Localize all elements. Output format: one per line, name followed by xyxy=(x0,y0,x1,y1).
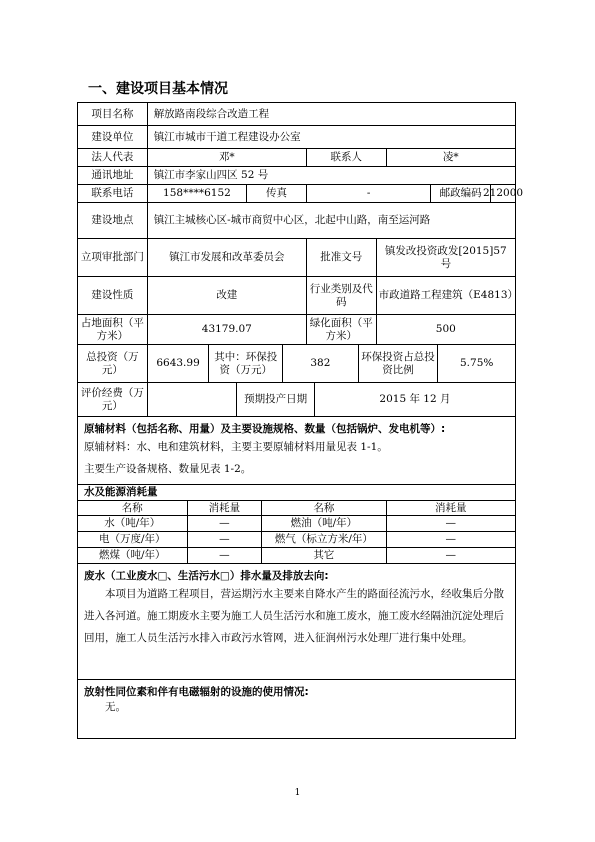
ratio-value: 5.75% xyxy=(460,357,494,369)
table-row xyxy=(78,383,515,417)
nature-value: 改建 xyxy=(148,277,307,314)
table-row xyxy=(78,516,515,532)
address-label: 通讯地址 xyxy=(78,167,148,184)
eval-fee-label: 评价经费（万元） xyxy=(78,383,148,416)
wastewater-text: 本项目为道路工程项目，营运期污水主要来自降水产生的路面径流污水，经收集后分散进入各河道。施工期废水主要为施工人员生活污水和施工废水，施工废水经隔油沉淀处理后回用，施工人员生活污水排入市政污水管网，进入征润州污水处理厂进行集中处理。 xyxy=(84,588,504,644)
materials-line-2: 主要生产设备规格、数量见表 1-2。 xyxy=(84,463,252,475)
energy-col-name: 名称 xyxy=(78,501,188,515)
energy-name: 水（吨/年） xyxy=(78,516,188,531)
fax-label: 传真 xyxy=(247,185,307,202)
project-name-label: 项目名称 xyxy=(78,103,148,125)
green-value: 500 xyxy=(435,323,456,335)
energy-col-name-2: 名称 xyxy=(262,501,386,515)
energy-amount: — xyxy=(188,532,263,547)
phone-label: 联系电话 xyxy=(78,185,148,202)
table-row xyxy=(78,315,515,345)
energy-col-amount-2: 消耗量 xyxy=(435,501,467,514)
legal-rep-label: 法人代表 xyxy=(78,149,148,166)
table-row xyxy=(78,277,519,315)
energy-name: 其它 xyxy=(262,548,386,563)
investment-label: 总投资（万元） xyxy=(78,345,148,382)
energy-amount: — xyxy=(445,549,457,561)
postcode-label: 邮政编码 xyxy=(431,185,491,202)
table-row xyxy=(78,345,515,383)
energy-title: 水及能源消耗量 xyxy=(84,486,158,498)
radiation-text: 无。 xyxy=(105,701,126,713)
energy-name: 燃气（标立方米/年） xyxy=(262,532,386,547)
fax-value: - xyxy=(307,185,431,202)
investment-value: 6643.99 xyxy=(148,345,210,382)
postcode-value: 212000 xyxy=(482,187,524,199)
green-label: 绿化面积（平方米） xyxy=(307,315,377,344)
project-info-table xyxy=(77,102,524,739)
contact-label: 联系人 xyxy=(307,149,387,166)
table-row xyxy=(78,203,515,239)
industry-value: 市政道路工程建筑（E4813） xyxy=(378,289,519,301)
energy-title-row xyxy=(78,485,515,501)
location-label: 建设地点 xyxy=(78,203,148,238)
wastewater-section xyxy=(78,564,515,680)
ratio-label: 环保投资占总投资比例 xyxy=(359,345,439,382)
legal-rep-value: 邓* xyxy=(148,149,307,166)
approval-doc-label: 批准文号 xyxy=(307,239,377,276)
area-label: 占地面积（平方米） xyxy=(78,315,148,344)
energy-col-amount: 消耗量 xyxy=(188,501,263,515)
energy-amount: — xyxy=(188,548,263,563)
table-row xyxy=(78,103,515,126)
energy-name: 燃煤（吨/年） xyxy=(78,548,188,563)
energy-amount: — xyxy=(445,517,457,529)
energy-header-row xyxy=(78,501,515,516)
phone-value: 158****6152 xyxy=(148,185,248,202)
table-row xyxy=(78,239,515,277)
materials-title: 原辅材料（包括名称、用量）及主要设施规格、数量（包括锅炉、发电机等）: xyxy=(84,423,446,435)
approval-dept-value: 镇江市发展和改革委员会 xyxy=(148,239,307,276)
area-value: 43179.07 xyxy=(148,315,307,344)
radiation-title: 放射性同位素和伴有电磁辐射的设施的使用情况: xyxy=(84,686,309,698)
energy-name: 电（万度/年） xyxy=(78,532,188,547)
radiation-section xyxy=(78,680,515,738)
contact-value: 凌* xyxy=(442,151,459,163)
env-invest-value: 382 xyxy=(283,345,359,382)
table-row xyxy=(78,149,515,167)
energy-amount: — xyxy=(445,533,457,545)
section-heading: 一、建设项目基本情况 xyxy=(88,81,228,97)
approval-dept-label: 立项审批部门 xyxy=(78,239,148,276)
table-row xyxy=(78,548,515,564)
nature-label: 建设性质 xyxy=(78,277,148,314)
industry-label: 行业类别及代码 xyxy=(307,277,377,314)
eval-fee-value xyxy=(148,383,238,416)
materials-section xyxy=(78,417,515,485)
project-name-value: 解放路南段综合改造工程 xyxy=(153,107,270,120)
env-invest-label: 其中：环保投资（万元） xyxy=(209,345,283,382)
approval-doc-value: 镇发改投资政发[2015]57 号 xyxy=(384,244,507,270)
materials-line-1: 原辅材料：水、电和建筑材料，主要主要原辅材料用量见表 1-1。 xyxy=(84,441,388,453)
wastewater-title: 废水（工业废水□、生活污水□）排水量及排放去向: xyxy=(84,570,329,582)
unit-value: 镇江市城市干道工程建设办公室 xyxy=(153,130,301,143)
table-row xyxy=(78,126,515,149)
address-value: 镇江市李家山四区 52 号 xyxy=(153,169,269,181)
table-row xyxy=(78,532,515,548)
energy-amount: — xyxy=(188,516,263,531)
energy-name: 燃油（吨/年） xyxy=(262,516,386,531)
start-date-value: 2015 年 12 月 xyxy=(379,393,451,405)
start-date-label: 预期投产日期 xyxy=(237,383,315,416)
page-number: 1 xyxy=(294,788,301,798)
unit-label: 建设单位 xyxy=(78,126,148,148)
table-row xyxy=(78,167,515,185)
table-row xyxy=(78,185,524,203)
location-value: 镇江主城核心区-城市商贸中心区，北起中山路，南至运河路 xyxy=(153,214,431,226)
